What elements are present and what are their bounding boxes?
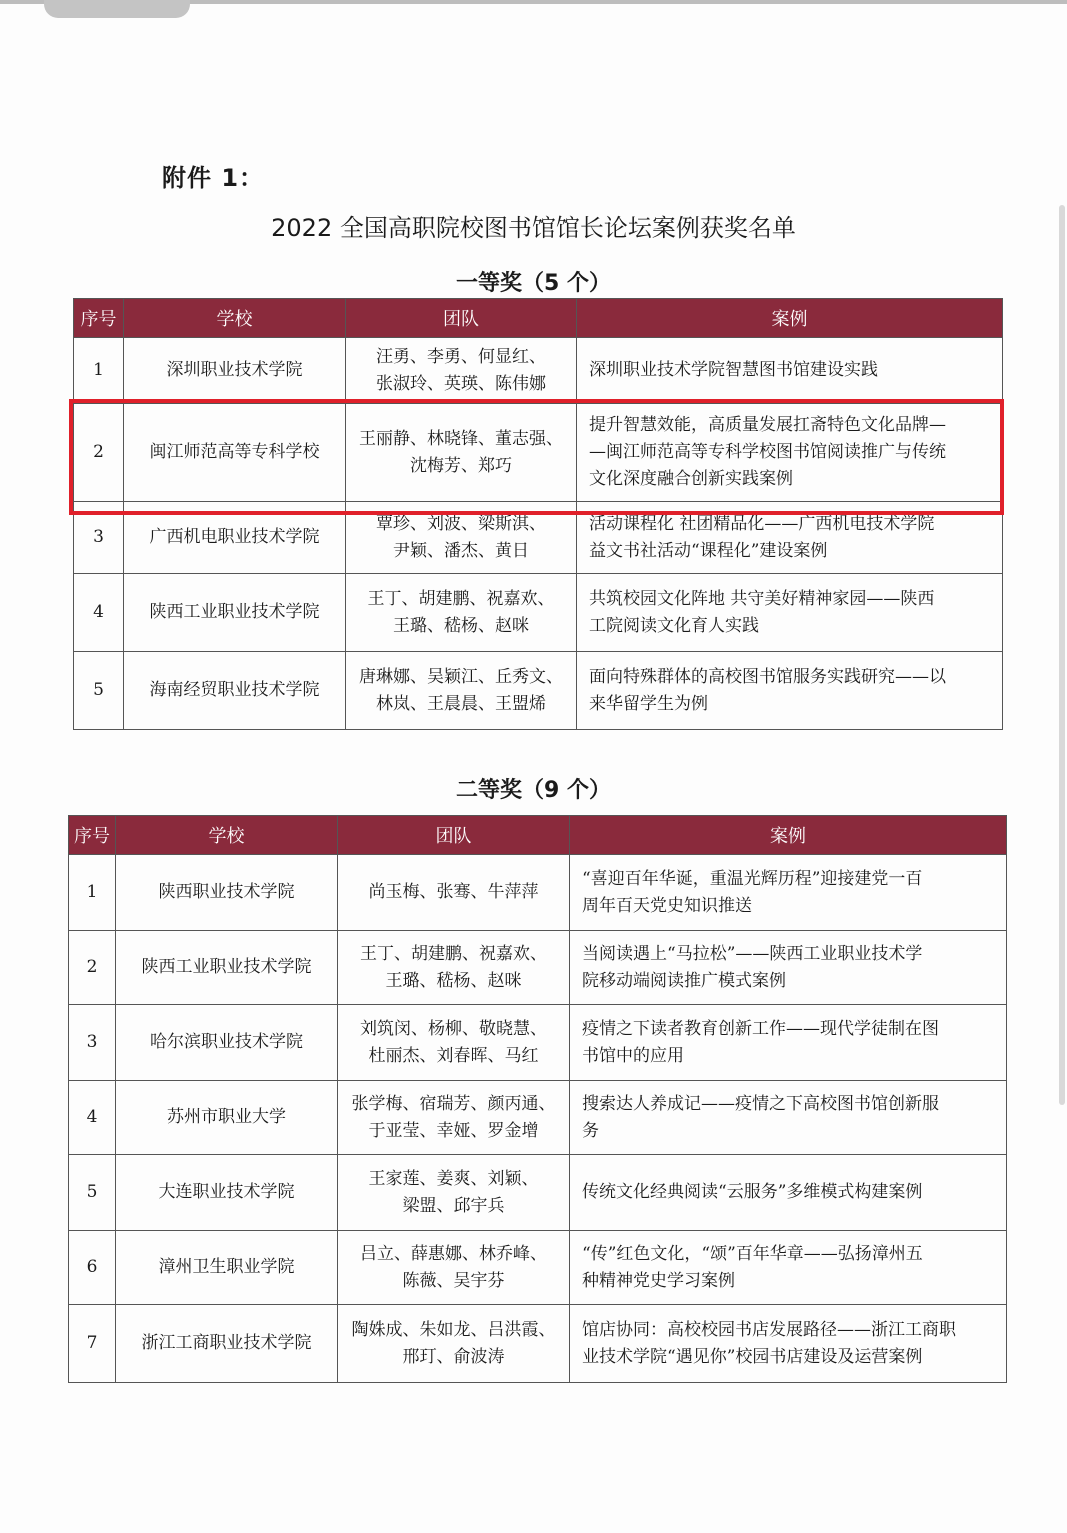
school-name: 陕西工业职业技术学院 xyxy=(124,574,346,652)
case-line: 院移动端阅读推广模式案例 xyxy=(582,970,786,991)
team-members xyxy=(338,855,570,931)
table-row xyxy=(74,652,1003,730)
case-title xyxy=(570,931,1007,1005)
case-title xyxy=(570,1081,1007,1155)
row-number: 3 xyxy=(69,1005,116,1081)
table-row xyxy=(69,1305,1007,1383)
table-row xyxy=(69,855,1007,931)
table-row xyxy=(69,1155,1007,1231)
team-line: 刘筑闵、杨柳、敬晓慧、 xyxy=(360,1018,547,1039)
table-row xyxy=(74,338,1003,404)
case-line: 书馆中的应用 xyxy=(582,1045,684,1066)
team-members xyxy=(338,931,570,1005)
team-line: 汪勇、李勇、何显红、 xyxy=(376,346,546,367)
case-line: 提升智慧效能，高质量发展扛斋特色文化品牌— xyxy=(589,415,946,435)
row-number: 4 xyxy=(69,1081,116,1155)
case-title xyxy=(577,574,1003,652)
case-line: 周年百天党史知识推送 xyxy=(582,895,752,916)
page-title: 2022 全国高职院校图书馆馆长论坛案例获奖名单 xyxy=(271,214,796,242)
team-line: 梁盟、邱宇兵 xyxy=(402,1195,505,1216)
row-number: 4 xyxy=(74,574,124,652)
col-header-case: 案例 xyxy=(577,299,1003,338)
school-name: 苏州市职业大学 xyxy=(116,1081,338,1155)
second-prize-table xyxy=(68,815,1007,1383)
table-row xyxy=(69,1231,1007,1305)
team-line: 尹颖、潘杰、黄日 xyxy=(393,540,529,561)
top-tab-handle xyxy=(44,0,190,18)
team-line: 陶姝成、朱如龙、吕洪霞、 xyxy=(351,1319,556,1340)
row-number: 6 xyxy=(69,1231,116,1305)
case-line: 疫情之下读者教育创新工作——现代学徒制在图 xyxy=(582,1018,939,1039)
team-members xyxy=(346,574,577,652)
team-line: 沈梅芳、郑巧 xyxy=(410,455,512,476)
team-line: 邢玎、俞波涛 xyxy=(402,1346,505,1367)
case-line: 共筑校园文化阵地 共守美好精神家园——陕西 xyxy=(589,588,935,609)
team-line: 尚玉梅、张骞、牛萍萍 xyxy=(368,882,539,902)
school-name: 浙江工商职业技术学院 xyxy=(116,1305,338,1383)
second-prize-heading: 二等奖（9 个） xyxy=(456,778,611,803)
case-title xyxy=(577,652,1003,730)
case-line: —闽江师范高等专科学校图书馆阅读推广与传统 xyxy=(589,442,946,462)
col-header-no: 序号 xyxy=(69,816,116,855)
case-line: 文化深度融合创新实践案例 xyxy=(589,469,793,489)
case-line: 务 xyxy=(582,1120,599,1141)
first-prize-heading: 一等奖（5 个） xyxy=(456,271,611,296)
col-header-school: 学校 xyxy=(116,816,338,855)
attachment-label: 附件 1： xyxy=(162,164,265,192)
team-members xyxy=(338,1231,570,1305)
row-number: 3 xyxy=(74,502,124,574)
case-title xyxy=(570,1155,1007,1231)
case-line: 来华留学生为例 xyxy=(589,693,708,714)
case-line: “喜迎百年华诞，重温光辉历程”迎接建党一百 xyxy=(582,868,923,889)
team-line: 张淑玲、英瑛、陈伟娜 xyxy=(376,373,546,394)
team-line: 王丁、胡建鹏、祝嘉欢、 xyxy=(360,943,547,964)
table-row xyxy=(74,574,1003,652)
case-line: 搜索达人养成记——疫情之下高校图书馆创新服 xyxy=(582,1093,939,1114)
table-row xyxy=(69,1005,1007,1081)
school-name: 海南经贸职业技术学院 xyxy=(124,652,346,730)
case-title xyxy=(570,1005,1007,1081)
school-name: 陕西工业职业技术学院 xyxy=(116,931,338,1005)
team-line: 覃珍、刘波、梁斯淇、 xyxy=(376,513,546,534)
scrollbar[interactable] xyxy=(1059,205,1065,1105)
team-line: 王丽静、林晓锋、董志强、 xyxy=(359,428,563,449)
team-line: 王璐、嵇杨、赵咪 xyxy=(393,615,529,636)
team-members xyxy=(338,1005,570,1081)
team-line: 吕立、薛惠娜、林乔峰、 xyxy=(360,1243,547,1264)
case-title xyxy=(570,1231,1007,1305)
row-number: 2 xyxy=(69,931,116,1005)
row-number: 5 xyxy=(74,652,124,730)
team-members xyxy=(346,338,577,404)
team-line: 于亚莹、幸娅、罗金增 xyxy=(368,1120,539,1141)
school-name: 哈尔滨职业技术学院 xyxy=(116,1005,338,1081)
case-line: 业技术学院“遇见你”校园书店建设及运营案例 xyxy=(582,1346,923,1367)
case-title xyxy=(570,855,1007,931)
case-line: 馆店协同：高校校园书店发展路径——浙江工商职 xyxy=(582,1319,956,1340)
case-title xyxy=(570,1305,1007,1383)
school-name: 广西机电职业技术学院 xyxy=(124,502,346,574)
col-header-team: 团队 xyxy=(346,299,577,338)
team-line: 林岚、王晨晨、王盟烯 xyxy=(376,693,546,714)
col-header-no: 序号 xyxy=(74,299,124,338)
highlight-box xyxy=(69,399,1004,515)
case-line: 传统文化经典阅读“云服务”多维模式构建案例 xyxy=(582,1182,923,1202)
row-number: 1 xyxy=(74,338,124,404)
team-members xyxy=(338,1155,570,1231)
row-number: 1 xyxy=(69,855,116,931)
team-members xyxy=(338,1081,570,1155)
col-header-case: 案例 xyxy=(570,816,1007,855)
school-name: 闽江师范高等专科学校 xyxy=(124,404,346,502)
row-number: 2 xyxy=(74,404,124,502)
team-line: 陈薇、吴宇芬 xyxy=(402,1270,505,1291)
team-line: 王璐、嵇杨、赵咪 xyxy=(385,970,522,991)
case-title xyxy=(577,338,1003,404)
team-members xyxy=(338,1305,570,1383)
row-number: 7 xyxy=(69,1305,116,1383)
case-line: 工院阅读文化育人实践 xyxy=(589,615,759,636)
table-row xyxy=(69,931,1007,1005)
school-name: 深圳职业技术学院 xyxy=(124,338,346,404)
case-line: 深圳职业技术学院智慧图书馆建设实践 xyxy=(589,360,878,380)
row-number: 5 xyxy=(69,1155,116,1231)
col-header-team: 团队 xyxy=(338,816,570,855)
case-line: 当阅读遇上“马拉松”——陕西工业职业技术学 xyxy=(582,943,923,964)
team-line: 唐琳娜、吴颖江、丘秀文、 xyxy=(359,666,563,687)
case-line: “传”红色文化，“颂”百年华章——弘扬漳州五 xyxy=(582,1243,923,1264)
case-line: 益文书社活动“课程化”建设案例 xyxy=(589,540,828,561)
team-line: 张学梅、宿瑞芳、颜丙通、 xyxy=(351,1093,556,1114)
col-header-school: 学校 xyxy=(124,299,346,338)
case-line: 种精神党史学习案例 xyxy=(582,1270,735,1291)
school-name: 大连职业技术学院 xyxy=(116,1155,338,1231)
case-line: 面向特殊群体的高校图书馆服务实践研究——以 xyxy=(589,666,946,687)
team-members xyxy=(346,652,577,730)
case-line: 活动课程化 社团精品化——广西机电技术学院 xyxy=(589,513,935,534)
school-name: 陕西职业技术学院 xyxy=(116,855,338,931)
team-line: 杜丽杰、刘春晖、马红 xyxy=(368,1045,539,1066)
table-row xyxy=(69,1081,1007,1155)
team-line: 王丁、胡建鹏、祝嘉欢、 xyxy=(367,588,555,609)
team-line: 王家莲、姜爽、刘颖、 xyxy=(368,1168,539,1189)
school-name: 漳州卫生职业学院 xyxy=(116,1231,338,1305)
